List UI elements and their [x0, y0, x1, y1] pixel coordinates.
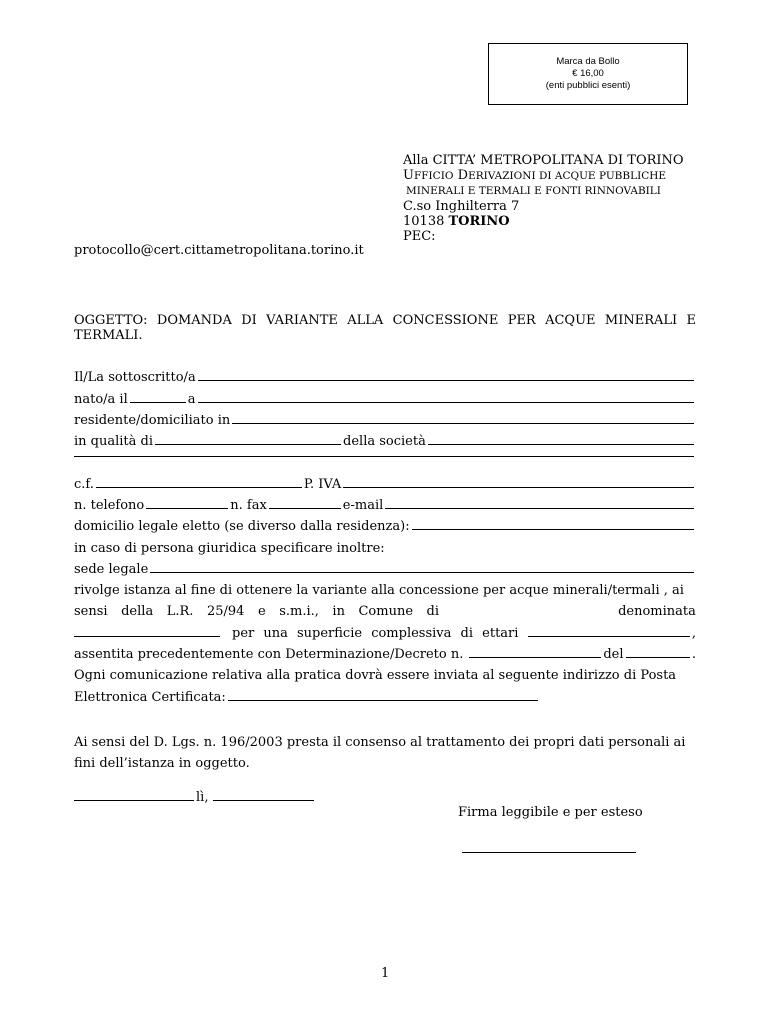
sensi-line[interactable]: sensi della L.R. 25/94 e s.m.i., in Comune di denominata [74, 604, 696, 619]
page-number: 1 [381, 966, 390, 981]
pec-address: protocollo@cert.cittametropolitana.torino.it [74, 243, 364, 258]
privacy-text-2: fini dell’istanza in oggetto. [74, 756, 250, 771]
document-subject: OGGETTO: DOMANDA DI VARIANTE ALLA CONCESSIONE PER ACQUE MINERALI E TERMALI. [74, 313, 696, 343]
blank-line[interactable] [198, 402, 694, 403]
decreto-date-blank[interactable] [626, 657, 690, 658]
ettari-blank[interactable] [528, 636, 689, 637]
blank-line[interactable] [269, 508, 341, 509]
stamp-amount: € 16,00 [572, 68, 604, 79]
recipient-city: 10138 TORINO [403, 214, 510, 229]
field-sede[interactable]: sede legale [74, 562, 696, 580]
blank-line[interactable] [385, 508, 694, 509]
revenue-stamp-box [488, 43, 688, 105]
field-pec[interactable]: Elettronica Certificata: [74, 690, 540, 708]
blank-line[interactable] [130, 402, 186, 403]
privacy-text-1: Ai sensi del D. Lgs. n. 196/2003 presta il consenso al trattamento dei propri dati personali ai [74, 735, 686, 750]
field-residenza[interactable]: residente/domiciliato in [74, 413, 696, 431]
signature-blank[interactable] [462, 852, 636, 853]
recipient-street: C.so Inghilterra 7 [403, 199, 520, 214]
blank-line[interactable] [96, 487, 302, 488]
field-nascita[interactable]: nato/a il a [74, 392, 696, 410]
blank-line[interactable] [412, 529, 694, 530]
recipient-office: UFFICIO DERIVAZIONI DI ACQUE PUBBLICHE [403, 168, 667, 183]
blank-line[interactable] [74, 456, 694, 457]
field-superficie[interactable]: per una superficie complessiva di ettari , [74, 626, 696, 644]
blank-line[interactable] [198, 380, 694, 381]
istanza-text: rivolge istanza al fine di ottenere la variante alla concessione per acque minerali/termali , ai [74, 583, 684, 598]
giuridica-note: in caso di persona giuridica specificare inoltre: [74, 541, 385, 556]
blank-line[interactable] [146, 508, 228, 509]
denominazione-blank[interactable] [74, 636, 220, 637]
field-qualita[interactable]: in qualità di della società [74, 434, 696, 452]
field-societa-cont[interactable] [74, 456, 696, 474]
blank-line[interactable] [232, 423, 694, 424]
field-domicilio[interactable]: domicilio legale eletto (se diverso dalla residenza): [74, 519, 696, 537]
comunicazione-text: Ogni comunicazione relativa alla pratica dovrà essere inviata al seguente indirizzo di Posta [74, 668, 677, 683]
blank-line[interactable] [343, 487, 694, 488]
field-cf-piva[interactable]: c.f. P. IVA [74, 477, 696, 495]
recipient-office-line2: MINERALI E TERMALI E FONTI RINNOVABILI [406, 185, 661, 197]
stamp-title: Marca da Bollo [556, 56, 620, 67]
decreto-number-blank[interactable] [469, 657, 601, 658]
blank-line[interactable] [155, 444, 341, 445]
recipient-entity: Alla CITTA’ METROPOLITANA DI TORINO [403, 153, 684, 168]
field-sottoscritto[interactable]: Il/La sottoscritto/a [74, 370, 696, 388]
pec-blank[interactable] [228, 700, 538, 701]
blank-line[interactable] [150, 572, 694, 573]
signature-label: Firma leggibile e per esteso [458, 805, 643, 820]
field-contatti[interactable]: n. telefono n. fax e-mail [74, 498, 696, 516]
blank-line[interactable] [428, 444, 694, 445]
field-assentita[interactable]: assentita precedentemente con Determinazione/Decreto n. del . [74, 647, 696, 662]
stamp-exemption: (enti pubblici esenti) [545, 80, 631, 91]
field-luogo-data[interactable]: lì, [74, 790, 316, 808]
recipient-address [403, 153, 684, 244]
luogo-blank[interactable] [74, 800, 194, 801]
data-blank[interactable] [213, 800, 314, 801]
recipient-pec-label: PEC: [403, 229, 436, 244]
